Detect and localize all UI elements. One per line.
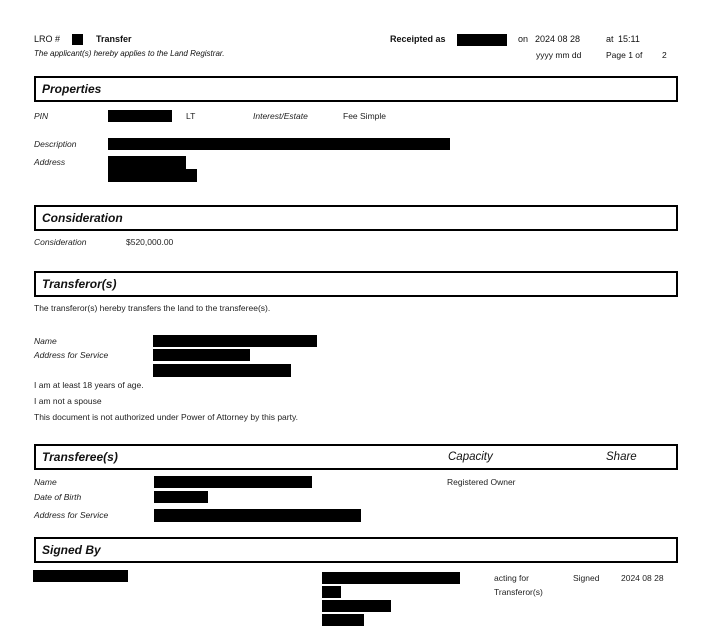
signed-date: 2024 08 28 (621, 573, 664, 583)
transferor-name-label: Name (34, 336, 57, 346)
redacted-signer-address-4 (322, 614, 364, 626)
consideration-section-header (34, 205, 678, 231)
transferor-address-label: Address for Service (34, 350, 109, 360)
transferee-dob-label: Date of Birth (34, 492, 82, 502)
transferee-name-label: Name (34, 477, 57, 487)
page-total: 2 (662, 50, 667, 60)
acting-for-label: acting for (494, 573, 529, 583)
consideration-value: $520,000.00 (126, 237, 174, 247)
age-statement: I am at least 18 years of age. (34, 380, 144, 390)
properties-section-header (34, 76, 678, 102)
redacted-receipt-number (457, 34, 507, 46)
address-label: Address (34, 157, 66, 167)
redacted-signer-address-2 (322, 586, 341, 598)
redacted-signer-name (33, 570, 128, 582)
page-label: Page 1 of (606, 50, 643, 60)
redacted-pin (108, 110, 172, 122)
transferees-title: Transferee(s) (42, 450, 118, 464)
redacted-signer-address-3 (322, 600, 391, 612)
redacted-transferor-name (153, 335, 317, 347)
consideration-label: Consideration (34, 237, 87, 247)
description-label: Description (34, 139, 77, 149)
redacted-lro-number (72, 34, 83, 45)
properties-title: Properties (42, 82, 102, 96)
share-header: Share (606, 451, 637, 463)
capacity-header: Capacity (448, 451, 493, 463)
acting-for-value: Transferor(s) (494, 587, 543, 597)
redacted-address-line-2 (108, 169, 197, 182)
at-label: at (606, 34, 614, 44)
redacted-transferee-name (154, 476, 312, 488)
pin-suffix: LT (186, 111, 196, 121)
interest-label: Interest/Estate (253, 111, 308, 121)
on-label: on (518, 34, 529, 44)
signed-by-title: Signed By (42, 543, 101, 557)
transferors-section-header (34, 271, 678, 297)
receipted-label: Receipted as (390, 34, 446, 44)
transferee-address-label: Address for Service (34, 510, 109, 520)
pin-label: PIN (34, 111, 49, 121)
redacted-signer-address-1 (322, 572, 460, 584)
registration-time: 15:11 (618, 34, 640, 44)
date-format: yyyy mm dd (536, 50, 582, 60)
interest-value: Fee Simple (343, 111, 386, 121)
consideration-title: Consideration (42, 211, 123, 225)
redacted-description (108, 138, 450, 150)
poa-statement: This document is not authorized under Power of Attorney by this party. (34, 412, 298, 422)
registration-date: 2024 08 28 (535, 34, 581, 44)
signed-label: Signed (573, 573, 600, 583)
redacted-transferee-dob (154, 491, 208, 503)
transferee-capacity: Registered Owner (447, 477, 516, 487)
transferees-section-header (34, 444, 678, 470)
document-type: Transfer (96, 34, 132, 44)
signed-by-section-header (34, 537, 678, 563)
redacted-transferor-address-1 (153, 349, 250, 361)
transferors-title: Transferor(s) (42, 277, 117, 291)
spouse-statement: I am not a spouse (34, 396, 102, 406)
transferors-intro: The transferor(s) hereby transfers the land to the transferee(s). (34, 303, 271, 313)
lro-label: LRO # (34, 34, 61, 44)
redacted-transferor-address-2 (153, 364, 291, 377)
redacted-transferee-address (154, 509, 361, 522)
redacted-address-line-1 (108, 156, 186, 170)
applicant-statement: The applicant(s) hereby applies to the Land Registrar. (34, 49, 225, 58)
